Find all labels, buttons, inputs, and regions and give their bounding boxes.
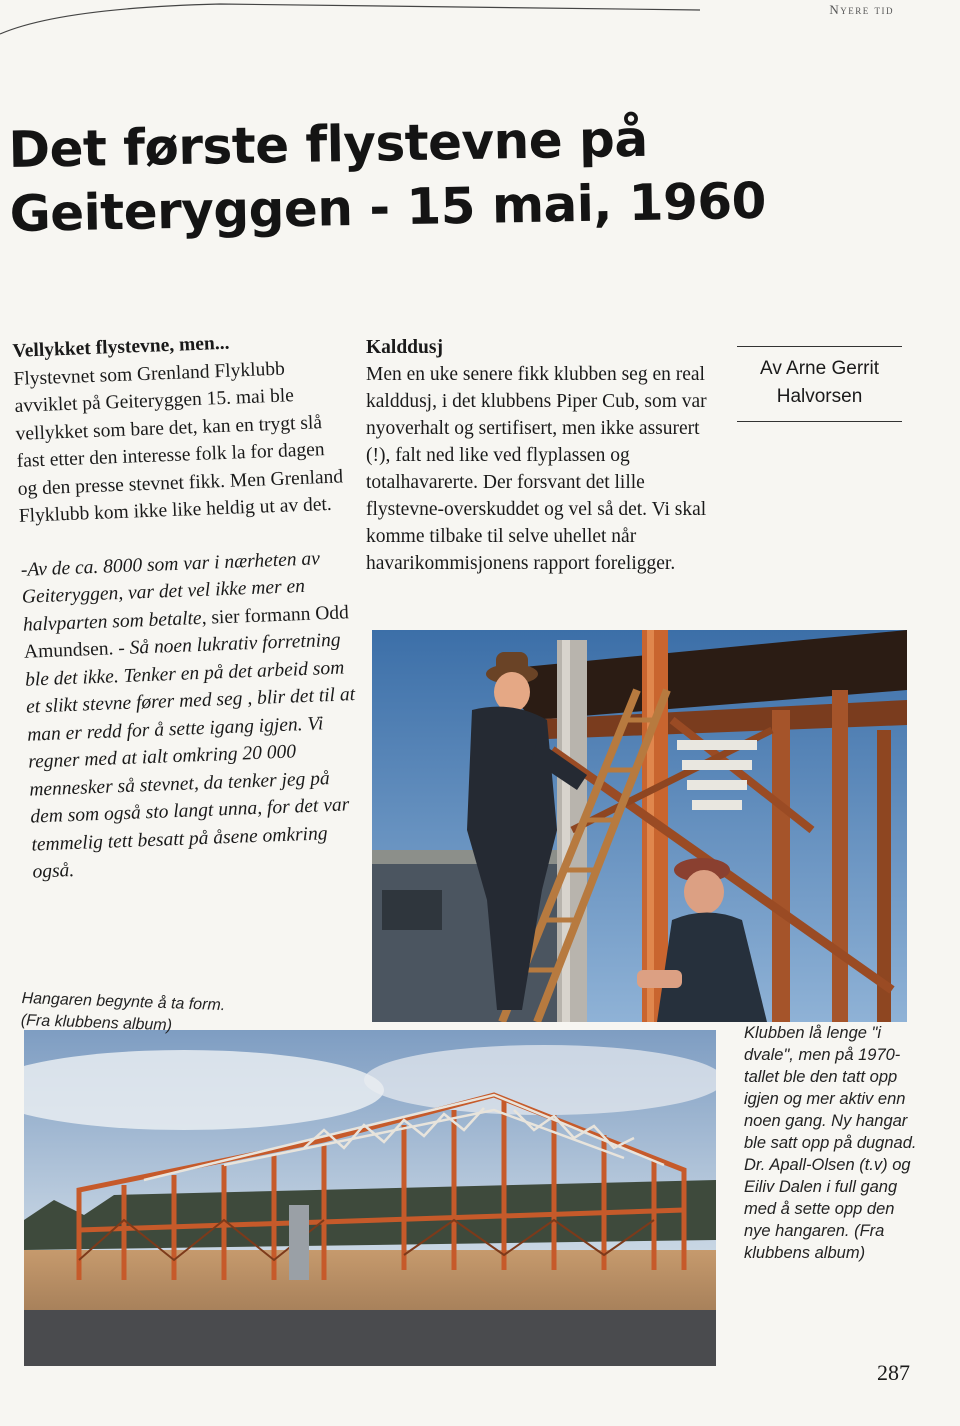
quote-part-2: , sier formann Odd Amundsen. - (23, 601, 350, 663)
hangar-workers-photo (372, 630, 907, 1022)
mid-paragraph: Men en uke senere fikk klubben seg en real kalddusj, i det klubbens Piper Cub, som var nyoverhalt og sertifisert, men ikke assurert (!), falt ned like ved flyplassen og totalhavarerte. Der forsvant det lille flystevne-overskuddet og vel så det. Vi skal komme tilbake til selve uhellet når havarikommisjonens rapport foreligger. (366, 364, 707, 574)
caption-left-line-1: Hangaren begynte å ta form. (21, 989, 226, 1015)
mid-heading: Kalddusj (366, 337, 443, 358)
article-title (8, 105, 767, 246)
left-paragraph: Flystevnet som Grenland Flyklubb avviklet på Geiteryggen 15. mai ble vellykket som bare det, kan en trygt slå fast etter den interesse folk la for dagen og den presse stevnet fikk. Men Grenland Flyklubb kom ikke like heldig ut av det. (13, 358, 344, 527)
left-heading: Vellykket flystevne, men... (12, 332, 230, 362)
amundsen-quote (20, 544, 362, 886)
workers-caption: Klubben lå lenge "i dvale", men på 1970-tallet ble den tatt opp igjen og mer aktiv enn noen gang. Ny hangar ble satt opp på dugnad. Dr. Apall-Olsen (t.v) og Eiliv Dalen i full gang med å sette opp den nye hangaren. (Fra klubbens album) (744, 1024, 917, 1262)
byline-line-1: Av Arne Gerrit (760, 358, 879, 379)
header-rule (0, 0, 960, 40)
quote-part-3: Så noen lukrativ forretning ble det ikke. Tenker en på det arbeid som et slikt stevne fører med seg , blir det til at man er redd for å sette igang igjen. Vi regner med at ialt omkring 20 000 mennesker så stevnet, da tenker jeg på dem som også sto langt unna, for det var temmelig tett besatt på åsene omkring også. (24, 629, 356, 883)
quote-part-1: -Av de ca. 8000 som var i nærheten av Geiteryggen, var det vel ikke mer en halvparten som betalte (20, 547, 321, 636)
page-number: 287 (877, 1360, 910, 1385)
hangar-frame-photo (24, 1030, 716, 1366)
title-line-2: Geiteryggen - 15 mai, 1960 (9, 171, 767, 243)
byline-line-2: Halvorsen (776, 386, 863, 407)
byline (737, 346, 902, 422)
middle-column (366, 334, 711, 577)
caption-left-line-2: (Fra klubbens album) (20, 1011, 173, 1035)
title-line-1: Det første flystevne på (8, 109, 649, 179)
left-column (12, 325, 363, 886)
running-head: Nyere tid (829, 2, 894, 17)
